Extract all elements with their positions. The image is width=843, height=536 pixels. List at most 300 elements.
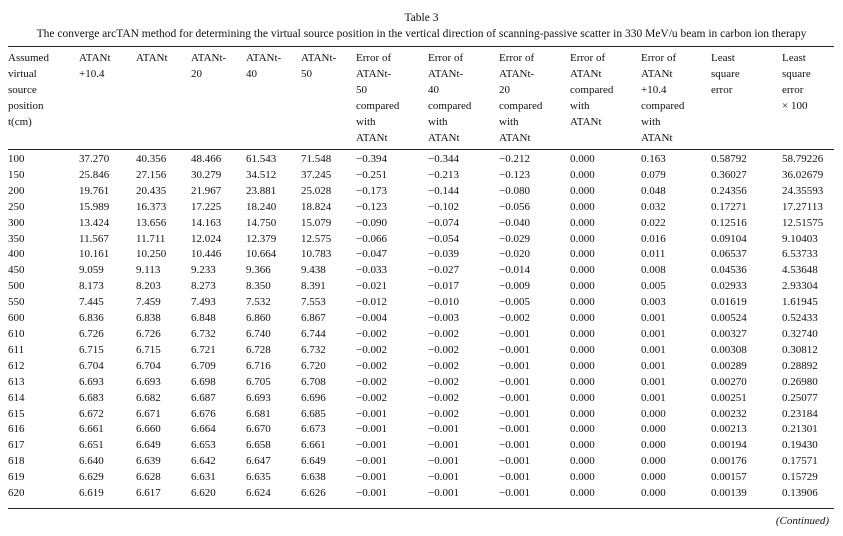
table-cell: 0.00289 [711,359,747,372]
table-cell: 48.466 [191,153,222,165]
table-cell: 25.028 [301,184,332,197]
table-cell: −0.001 [356,471,387,484]
table-bottom-rule [8,508,834,509]
table-caption: The converge arcTAN method for determining the virtual source position in the vertical direction of scanning-passive scatter in 330 MeV/u beam in carbon ion therapy [36,28,807,40]
table-cell: −0.001 [499,487,530,500]
table-cell: 400 [8,248,25,261]
table-cell: 6.740 [246,327,271,340]
table-cell: 9.438 [301,264,326,277]
column-header [570,50,641,147]
table-cell: 0.04536 [711,264,747,277]
column-header [641,50,711,147]
table-cell: 0.00213 [711,423,747,436]
table-cell: −0.001 [499,455,530,468]
table-cell: −0.001 [356,407,387,420]
table-cell: 20.435 [136,184,167,197]
table-cell: 6.672 [79,407,104,420]
table-cell: 100 [8,153,25,165]
table-cell: 0.000 [570,407,595,420]
table-cell: 500 [8,280,25,293]
table-row [8,470,834,486]
table-row [8,311,834,327]
column-header-line: ATANt [428,132,460,144]
table-cell: 6.673 [301,423,326,436]
table-cell: 6.693 [136,375,161,388]
table-cell: 0.001 [641,375,666,388]
table-cell: 1.61945 [782,296,818,309]
table-cell: −0.173 [356,184,387,197]
table-cell: 0.00157 [711,471,747,484]
table-row [8,279,834,295]
table-cell: 0.00232 [711,407,747,420]
table-cell: 0.000 [570,153,595,165]
column-header-line: ATANt [641,132,673,144]
data-table [8,50,834,502]
column-header [246,50,301,147]
table-cell: −0.001 [356,423,387,436]
table-cell: 58.79226 [782,153,824,165]
table-cell: 6.693 [79,375,104,388]
table-cell: 6.624 [246,487,271,500]
table-cell: 27.156 [136,168,167,181]
table-cell: 6.728 [246,343,271,356]
table-cell: −0.001 [428,487,459,500]
continued-note: (Continued) [775,515,829,527]
table-cell: 13.424 [79,216,110,229]
column-header-line: ATANt- [356,68,392,80]
column-header-line: compared [356,100,400,112]
table-cell: 6.631 [191,471,216,484]
table-cell: 10.446 [191,248,222,261]
table-cell: 10.250 [136,248,167,261]
column-header-line: with [499,116,519,128]
table-cell: 0.00251 [711,391,747,404]
table-cell: 7.493 [191,296,216,309]
table-cell: −0.014 [499,264,530,277]
table-cell: 0.000 [570,487,595,500]
table-cell: 0.58792 [711,153,747,165]
column-header-line: compared [641,100,685,112]
column-header-line: 50 [301,68,312,80]
table-cell: −0.002 [428,359,459,372]
table-row [8,232,834,248]
table-cell: −0.394 [356,153,387,165]
column-header [356,50,428,147]
table-cell: 0.25077 [782,391,818,404]
table-cell: 36.02679 [782,168,824,181]
table-cell: 0.28892 [782,359,818,372]
table-cell: 0.001 [641,391,666,404]
table-cell: −0.002 [499,312,530,325]
table-row [8,359,834,375]
table-row [8,147,834,168]
table-cell: 0.00308 [711,343,747,356]
table-cell: −0.001 [499,407,530,420]
table-cell: −0.020 [499,248,530,261]
column-header-line: compared [428,100,472,112]
table-cell: 0.003 [641,296,666,309]
table-cell: 6.693 [246,391,271,404]
table-cell: −0.017 [428,280,459,293]
table-row [8,375,834,391]
column-header-line: ATANt [641,68,673,80]
table-cell: 0.09104 [711,232,747,245]
table-cell: 0.032 [641,200,666,213]
table-cell: 0.36027 [711,168,747,181]
column-header-line: Error of [641,52,677,64]
table-cell: 6.626 [301,487,326,500]
column-header-line: ATANt [499,132,531,144]
table-cell: 6.836 [79,312,104,325]
table-cell: 6.619 [79,487,104,500]
table-cell: 0.011 [641,248,666,261]
column-header [8,50,79,147]
table-cell: −0.251 [356,168,387,181]
table-cell: 6.696 [301,391,326,404]
table-cell: 6.676 [191,407,216,420]
table-cell: −0.002 [356,359,387,372]
table-cell: 24.35593 [782,184,824,197]
table-cell: 0.000 [570,280,595,293]
table-cell: −0.102 [428,200,459,213]
table-cell: −0.001 [499,471,530,484]
table-cell: 9.10403 [782,232,818,245]
table-cell: 11.567 [79,232,109,245]
table-cell: 6.639 [136,455,161,468]
table-top-rule [8,46,834,47]
table-cell: 21.967 [191,184,222,197]
table-cell: −0.001 [499,423,530,436]
column-header-line: with [641,116,661,128]
table-cell: −0.001 [499,359,530,372]
table-cell: 611 [8,343,25,356]
table-cell: 37.270 [79,153,110,165]
column-header-line: ATANt- [428,68,464,80]
table-cell: 614 [8,391,25,404]
table-cell: 15.989 [79,200,110,213]
table-cell: 18.240 [246,200,277,213]
table-cell: 6.704 [136,359,161,372]
table-cell: −0.344 [428,153,459,165]
table-cell: 6.744 [301,327,326,340]
table-cell: 618 [8,455,25,468]
table-cell: 14.750 [246,216,277,229]
table-cell: −0.047 [356,248,387,261]
table-cell: 12.51575 [782,216,824,229]
table-cell: 6.651 [79,439,104,452]
table-cell: −0.002 [428,327,459,340]
table-cell: 6.698 [191,375,216,388]
table-cell: 0.000 [570,455,595,468]
table-cell: −0.123 [356,200,387,213]
table-cell: 9.059 [79,264,104,277]
table-cell: 6.642 [191,455,216,468]
table-row [8,422,834,438]
column-header-line: error [711,84,733,96]
table-cell: 19.761 [79,184,110,197]
table-cell: 0.00139 [711,487,747,500]
table-cell: 6.867 [301,312,326,325]
table-cell: −0.144 [428,184,459,197]
table-cell: −0.029 [499,232,530,245]
table-cell: 0.00194 [711,439,747,452]
table-cell: 6.620 [191,487,216,500]
table-cell: 0.000 [570,343,595,356]
table-cell: 71.548 [301,153,332,165]
table-cell: 6.681 [246,407,271,420]
table-cell: 613 [8,375,25,388]
table-cell: 616 [8,423,25,436]
table-cell: −0.039 [428,248,459,261]
table-cell: 6.661 [79,423,104,436]
table-cell: 0.000 [570,312,595,325]
table-cell: −0.027 [428,264,459,277]
column-header-line: position [8,100,44,112]
table-cell: 0.19430 [782,439,818,452]
table-cell: 600 [8,312,25,325]
table-cell: 0.30812 [782,343,818,356]
table-cell: 0.000 [570,216,595,229]
table-row [8,327,834,343]
table-row [8,184,834,200]
table-cell: −0.090 [356,216,387,229]
table-body [8,147,834,502]
table-cell: 0.000 [641,439,666,452]
table-cell: −0.002 [356,375,387,388]
table-cell: 6.682 [136,391,161,404]
table-cell: 0.000 [641,407,666,420]
table-cell: 8.203 [136,280,161,293]
table-cell: 17.27113 [782,200,823,213]
table-row [8,216,834,232]
table-cell: −0.212 [499,153,530,165]
table-label: Table 3 [404,12,439,24]
table-cell: −0.001 [356,439,387,452]
table-cell: 6.671 [136,407,161,420]
table-cell: 0.000 [570,391,595,404]
table-cell: −0.002 [356,327,387,340]
table-cell: 0.000 [570,375,595,388]
table-cell: 150 [8,168,25,181]
column-header-line: Least [782,52,806,64]
table-cell: 0.13906 [782,487,818,500]
table-cell: 61.543 [246,153,277,165]
table-cell: 6.720 [301,359,326,372]
table-cell: −0.001 [428,423,459,436]
table-cell: 6.629 [79,471,104,484]
column-header-line: Error of [570,52,606,64]
table-row [8,454,834,470]
table-cell: 6.704 [79,359,104,372]
column-header [301,50,356,147]
column-header-line: ATANt- [246,52,282,64]
table-cell: 7.459 [136,296,161,309]
table-cell: −0.033 [356,264,387,277]
table-cell: 14.163 [191,216,222,229]
column-header-line: error [782,84,804,96]
table-cell: 0.000 [570,327,595,340]
table-cell: 0.00176 [711,455,747,468]
header-row [8,50,834,147]
table-cell: 6.705 [246,375,271,388]
table-cell: 9.113 [136,264,161,277]
table-cell: 6.838 [136,312,161,325]
table-cell: 0.016 [641,232,666,245]
table-cell: 6.715 [79,343,104,356]
table-cell: 25.846 [79,168,110,181]
column-header-line: square [782,68,811,80]
table-cell: 6.649 [136,439,161,452]
table-cell: −0.005 [499,296,530,309]
table-cell: 7.532 [246,296,271,309]
table-cell: 6.715 [136,343,161,356]
table-cell: 6.670 [246,423,271,436]
table-cell: 612 [8,359,25,372]
table-cell: 0.000 [570,423,595,436]
table-row [8,407,834,423]
table-cell: 0.02933 [711,280,747,293]
column-header-line: 50 [356,84,367,96]
table-cell: 6.53733 [782,248,818,261]
table-cell: 0.06537 [711,248,747,261]
table-cell: 18.824 [301,200,332,213]
table-cell: 0.008 [641,264,666,277]
table-cell: 6.628 [136,471,161,484]
table-cell: 6.647 [246,455,271,468]
table-cell: −0.009 [499,280,530,293]
table-cell: −0.010 [428,296,459,309]
table-cell: 200 [8,184,25,197]
table-cell: 2.93304 [782,280,818,293]
table-row [8,168,834,184]
table-cell: −0.054 [428,232,459,245]
table-cell: 10.664 [246,248,277,261]
column-header-line: Error of [356,52,392,64]
table-cell: 0.17571 [782,455,818,468]
table-cell: 0.15729 [782,471,818,484]
column-header-line: square [711,68,740,80]
column-header-line: +10.4 [79,68,105,80]
table-cell: 0.001 [641,312,666,325]
table-cell: −0.002 [428,407,459,420]
table-cell: 0.00270 [711,375,747,388]
table-cell: −0.021 [356,280,387,293]
table-cell: 615 [8,407,25,420]
table-cell: 0.000 [570,471,595,484]
table-row [8,263,834,279]
table-cell: 0.000 [570,439,595,452]
column-header-line: × 100 [782,100,808,112]
table-cell: 13.656 [136,216,167,229]
table-cell: 16.373 [136,200,167,213]
table-cell: −0.001 [499,391,530,404]
table-cell: 619 [8,471,25,484]
column-header-line: +10.4 [641,84,667,96]
column-header-line: 40 [428,84,439,96]
column-header-line: ATANt- [301,52,337,64]
column-header-line: ATANt [79,52,111,64]
table-cell: 620 [8,487,25,500]
table-cell: 6.649 [301,455,326,468]
table-cell: −0.066 [356,232,387,245]
table-cell: 6.721 [191,343,216,356]
table-cell: 6.687 [191,391,216,404]
column-header-line: ATANt- [191,52,227,64]
table-cell: 6.848 [191,312,216,325]
column-header-line: virtual [8,68,37,80]
column-header-line: compared [499,100,543,112]
table-cell: 0.24356 [711,184,747,197]
column-header [79,50,136,147]
table-cell: −0.001 [499,343,530,356]
table-cell: −0.004 [356,312,387,325]
column-header [711,50,782,147]
column-header-line: t(cm) [8,116,32,128]
table-cell: −0.002 [356,343,387,356]
table-cell: 0.000 [641,471,666,484]
table-cell: 8.391 [301,280,326,293]
table-cell: 300 [8,216,25,229]
table-row [8,295,834,311]
table-cell: 11.711 [136,232,166,245]
table-cell: 250 [8,200,25,213]
table-cell: 6.683 [79,391,104,404]
column-header-line: with [356,116,376,128]
table-cell: −0.056 [499,200,530,213]
column-header-line: ATANt [570,68,602,80]
table-row [8,486,834,502]
table-cell: 8.350 [246,280,271,293]
table-cell: 0.001 [641,343,666,356]
table-cell: −0.012 [356,296,387,309]
table-cell: 0.005 [641,280,666,293]
table-cell: 6.658 [246,439,271,452]
column-header-line: with [428,116,448,128]
table-cell: 6.708 [301,375,326,388]
table-cell: 6.716 [246,359,271,372]
table-row [8,343,834,359]
table-cell: 0.079 [641,168,666,181]
table-cell: 6.635 [246,471,271,484]
table-cell: 0.001 [641,359,666,372]
table-cell: −0.001 [499,327,530,340]
table-cell: −0.001 [356,455,387,468]
column-header-line: ATANt- [499,68,535,80]
table-cell: 0.12516 [711,216,747,229]
table-cell: −0.001 [428,471,459,484]
table-cell: 0.21301 [782,423,818,436]
table-cell: 610 [8,327,25,340]
table-cell: 6.640 [79,455,104,468]
table-cell: 0.000 [570,296,595,309]
table-cell: 9.233 [191,264,216,277]
column-header [499,50,570,147]
table-cell: 7.553 [301,296,326,309]
column-header-line: 20 [191,68,202,80]
table-cell: 6.860 [246,312,271,325]
table-cell: 0.00524 [711,312,747,325]
table-cell: 0.32740 [782,327,818,340]
table-cell: 6.732 [301,343,326,356]
table-cell: 0.000 [570,264,595,277]
table-cell: 0.163 [641,153,666,165]
table-cell: 0.000 [641,423,666,436]
column-header-line: with [570,100,590,112]
table-cell: 7.445 [79,296,104,309]
table-cell: 23.881 [246,184,277,197]
column-header-line: 20 [499,84,510,96]
table-cell: 0.000 [570,359,595,372]
